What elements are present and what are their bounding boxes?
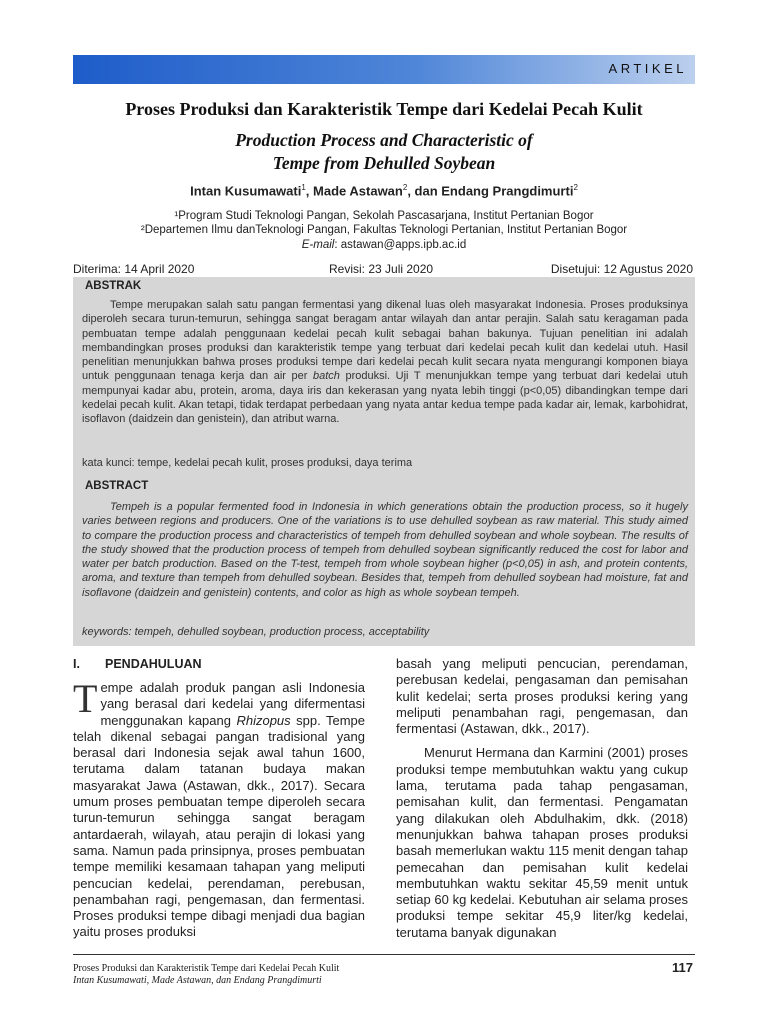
author-2-affil: 2 bbox=[402, 183, 408, 192]
page-number: 117 bbox=[672, 960, 693, 975]
author-1-affil: 1 bbox=[301, 183, 306, 192]
article-label: ARTIKEL bbox=[608, 61, 687, 76]
authors bbox=[0, 183, 768, 198]
footer-rule bbox=[73, 954, 695, 955]
abstract-text: Tempeh is a popular fermented food in Indonesia in which generations obtain the production process, so it hugely varies between regions and producers. One of the variations is to use dehulled soybean as raw material. This study aimed to compare the production process and characteristics of tempeh from dehulled soybean and whole soybean. The results of the study showed that the production process of tempeh from dehulled soybean significantly reduced the cost for labor and water per batch production. Based on the T-test, tempeh from whole soybean higher (p<0,05) in ash, and protein contents, aroma, and texture than tempeh from dehulled soybean. Besides that, tempeh from dehulled soybean had moisture, fat and isoflavone (daidzein and genistein) contents, and color as high as whole soybean tempeh. bbox=[82, 501, 688, 599]
footer-authors: Intan Kusumawati, Made Astawan, dan Endang Prangdimurti bbox=[73, 975, 322, 986]
author-2: Made Astawan bbox=[313, 183, 403, 199]
abstrak-text-em: batch bbox=[312, 370, 340, 383]
author-3-affil: 2 bbox=[573, 183, 578, 192]
footer-title: Proses Produksi dan Karakteristik Tempe dari Kedelai Pecah Kulit bbox=[73, 963, 340, 974]
abstrak-body bbox=[82, 298, 688, 427]
title-indonesian: Proses Produksi dan Karakteristik Tempe dari Kedelai Pecah Kulit bbox=[125, 99, 643, 119]
title-english-line1: Production Process and Characteristic of bbox=[235, 130, 533, 150]
affiliation-2: ²Departemen Ilmu danTeknologi Pangan, Fakultas Teknologi Pertanian, Institut Pertanian Bogor bbox=[140, 224, 628, 236]
intro-para2: Menurut Hermana dan Karmini (2001) proses produksi tempe membutuhkan waktu yang cukup lama, terutama pada tahap pengasaman, pemisahan kulit, dan fermentasi. Pengamatan yang dilakukan oleh Abdulhakim, dkk. (2018) menunjukkan bahwa tahapan proses produksi basah memerlukan waktu 115 menit dengan tahap pemecahan dan pemisahan kulit kedelai membutuhkan waktu sekitar 45,59 menit untuk setiap 60 kg kedelai. Kebutuhan air selama proses produksi tempe sekitar 45,9 liter/kg kedelai, terutama banyak digunakan bbox=[396, 745, 688, 940]
section-heading bbox=[73, 657, 202, 671]
intro-para1-a: empe adalah produk pangan asli Indonesia yang berasal dari kedelai yang difermentasi menggunakan kapang bbox=[100, 680, 365, 728]
abstrak-text-b: produksi. Uji T menunjukkan tempe yang terbuat dari kedelai utuh mempunyai kadar abu, protein, aroma, daya iris dan kekerasan yang nyata lebih tinggi (p<0,05) dibandingkan tempe dari kedelai pecah kulit. Akan tetapi, tidak terdapat perbedaan yang nyata antar kedua tempe pada kadar air, lemak, karbohidrat, isoflavon (daidzein dan genistein), dan atribut warna. bbox=[82, 370, 688, 426]
intro-para1-cont: basah yang meliputi pencucian, perendaman, perebusan kedelai, pengasaman dan pemisahan kulit kedelai; serta proses produksi kering yang meliputi penambahan ragi, pengemasan, dan fermentasi (Astawan, dkk., 2017). bbox=[396, 656, 688, 737]
affiliation-1: ¹Program Studi Teknologi Pangan, Sekolah Pascasarjana, Institut Pertanian Bogor bbox=[174, 210, 594, 222]
column-right bbox=[396, 656, 688, 941]
title-english bbox=[0, 129, 768, 175]
abstract-heading: ABSTRACT bbox=[85, 480, 149, 492]
author-3: Endang Prangdimurti bbox=[441, 183, 574, 199]
email-label: E-mail bbox=[301, 239, 335, 251]
abstract-body bbox=[82, 500, 688, 600]
abstrak-keywords: kata kunci: tempe, kedelai pecah kulit, proses produksi, daya terima bbox=[82, 457, 413, 469]
email-address[interactable]: : astawan@apps.ipb.ac.id bbox=[334, 239, 467, 251]
title-english-line2: Tempe from Dehulled Soybean bbox=[272, 153, 496, 173]
header-banner bbox=[73, 55, 695, 84]
dropcap: T bbox=[73, 676, 98, 721]
intro-para1-b: spp. Tempe telah dikenal sebagai pangan tradisional yang berasal dari Indonesia sejak awal tahun 1600, terutama dalam tatanan budaya makan masyarakat Jawa (Astawan, dkk., 2017). Secara umum proses pembuatan tempe diperoleh secara turun-temurun sehingga sangat beragam antardaerah, wilayah, atau perajin di lokasi yang sama. Namun pada prinsipnya, proses pembuatan tempe memiliki kesamaan tahapan yang meliputi pencucian kedelai, perendaman, perebusan, penambahan ragi, pengemasan, dan fermentasi. Proses produksi tempe dibagi menjadi dua bagian yaitu proses produksi bbox=[73, 712, 365, 940]
column-left bbox=[73, 676, 365, 941]
date-accepted: Disetujui: 12 Agustus 2020 bbox=[550, 262, 693, 276]
abstract-keywords: keywords: tempeh, dehulled soybean, production process, acceptability bbox=[82, 626, 430, 638]
date-revised: Revisi: 23 Juli 2020 bbox=[329, 262, 434, 276]
author-sep-2: , dan bbox=[407, 183, 442, 199]
email-line bbox=[0, 239, 768, 251]
abstrak-text-a: Tempe merupakan salah satu pangan fermentasi yang dikenal luas oleh masyarakat Indonesia. Proses produksinya diperoleh secara turun-temurun, sehingga sangat beragam antar wilayah dan antar perajin. Salah satu keragaman pada pembuatan tempe adalah penggunaan kedelai pecah kulit sebagai bahan bakunya. Tujuan penelitian ini adalah membandingkan proses produksi dan karakteristik tempe yang terbuat dari kedelai pecah kulit dan kedelai utuh. Hasil penelitian menunjukkan bahwa proses produksi tempe dari kedelai pecah kulit secara nyata mengurangi komponen biaya untuk penggunaan tenaga kerja dan air per bbox=[82, 299, 688, 383]
abstrak-heading: ABSTRAK bbox=[85, 280, 142, 292]
intro-para1-em: Rhizopus bbox=[236, 712, 291, 728]
date-received: Diterima: 14 April 2020 bbox=[73, 262, 195, 276]
section-number: I. bbox=[73, 657, 80, 671]
author-1: Intan Kusumawati bbox=[190, 183, 302, 199]
section-title: PENDAHULUAN bbox=[105, 657, 202, 671]
author-sep-1: , bbox=[305, 183, 314, 199]
